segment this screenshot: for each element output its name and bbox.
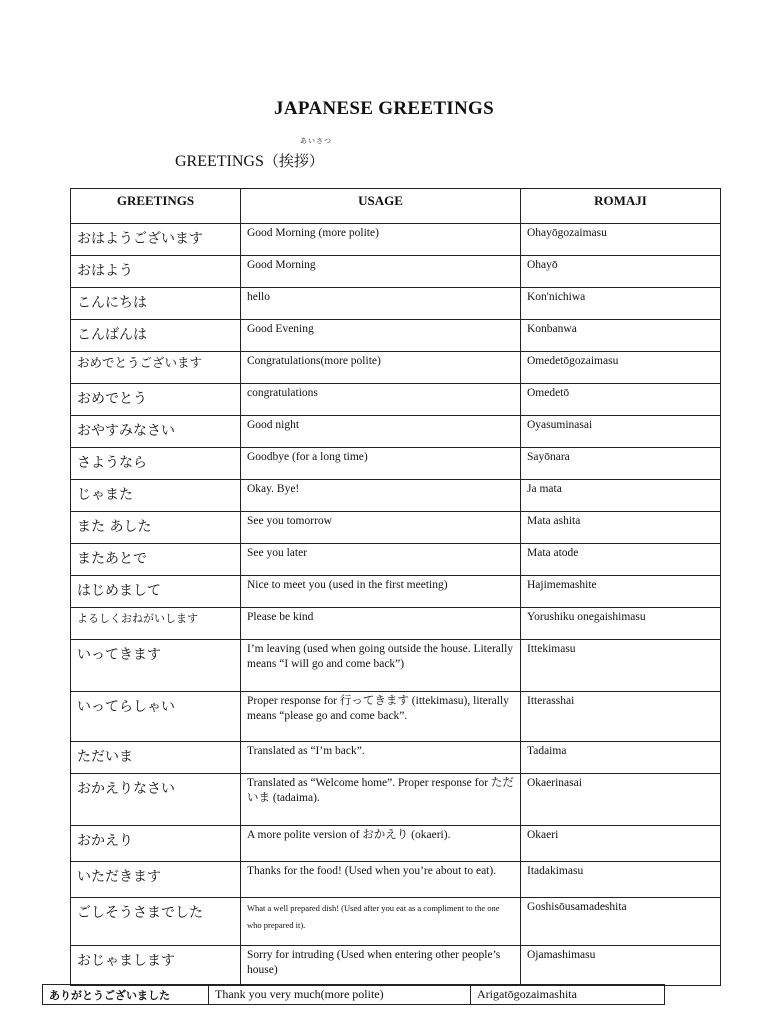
- greeting-usage: congratulations: [241, 384, 521, 416]
- subtitle-ruby: あいさつ: [300, 137, 332, 145]
- greeting-usage: See you tomorrow: [241, 512, 521, 544]
- table-row: [71, 288, 721, 320]
- greeting-jp: またあとで: [71, 544, 241, 576]
- greeting-romaji: Ojamashimasu: [521, 946, 721, 986]
- greeting-jp: こんにちは: [71, 288, 241, 320]
- greeting-usage: Nice to meet you (used in the first meeting): [241, 576, 521, 608]
- greeting-romaji: Itterasshai: [521, 692, 721, 742]
- greeting-jp: さようなら: [71, 448, 241, 480]
- header-usage: USAGE: [241, 189, 521, 224]
- table-row: [71, 608, 721, 640]
- greeting-romaji: Oyasuminasai: [521, 416, 721, 448]
- greeting-usage: Sorry for intruding (Used when entering other people’s house): [241, 946, 521, 986]
- greeting-jp: いってきます: [71, 640, 241, 692]
- greeting-romaji: Mata ashita: [521, 512, 721, 544]
- greeting-usage: Please be kind: [241, 608, 521, 640]
- header-romaji: ROMAJI: [521, 189, 721, 224]
- table-row: [71, 480, 721, 512]
- document-title: JAPANESE GREETINGS: [274, 98, 494, 119]
- table-row: [71, 742, 721, 774]
- greeting-jp: おめでとうございます: [71, 352, 241, 384]
- greeting-usage: See you later: [241, 544, 521, 576]
- greeting-romaji: Omedetōgozaimasu: [521, 352, 721, 384]
- greeting-jp: おはようございます: [71, 224, 241, 256]
- greeting-usage: Good Evening: [241, 320, 521, 352]
- table-row: [71, 898, 721, 946]
- greeting-romaji: Sayōnara: [521, 448, 721, 480]
- header-greetings: GREETINGS: [71, 189, 241, 224]
- greeting-jp: また あした: [71, 512, 241, 544]
- table-row: [71, 774, 721, 826]
- greeting-romaji: Mata atode: [521, 544, 721, 576]
- greeting-usage: A more polite version of おかえり (okaeri).: [241, 826, 521, 862]
- greeting-romaji: Ittekimasu: [521, 640, 721, 692]
- greeting-romaji: Tadaima: [521, 742, 721, 774]
- greeting-usage: Good Morning (more polite): [241, 224, 521, 256]
- subtitle-kanji: （挨拶）: [263, 152, 324, 170]
- greeting-usage: Proper response for 行ってきます (ittekimasu), literally means “please go and come back”.: [241, 692, 521, 742]
- greeting-usage: Good night: [241, 416, 521, 448]
- greeting-jp: こんばんは: [71, 320, 241, 352]
- greeting-jp: おやすみなさい: [71, 416, 241, 448]
- greeting-romaji: Ja mata: [521, 480, 721, 512]
- greeting-romaji: Omedetō: [521, 384, 721, 416]
- table-row: [71, 384, 721, 416]
- greeting-jp: いただきます: [71, 862, 241, 898]
- greeting-romaji: Okaeri: [521, 826, 721, 862]
- greeting-romaji: Itadakimasu: [521, 862, 721, 898]
- greeting-romaji: Kon'nichiwa: [521, 288, 721, 320]
- section-subtitle: [175, 150, 324, 171]
- greeting-jp: よるしくおねがいします: [71, 608, 241, 640]
- greeting-usage: Thanks for the food! (Used when you’re about to eat).: [241, 862, 521, 898]
- greeting-romaji: Okaerinasai: [521, 774, 721, 826]
- table-row: [71, 224, 721, 256]
- table-row: [71, 826, 721, 862]
- table-row: [71, 416, 721, 448]
- greeting-usage: hello: [241, 288, 521, 320]
- footer-row: [43, 985, 665, 1005]
- greeting-romaji: Konbanwa: [521, 320, 721, 352]
- footer-romaji: Arigatōgozaimashita: [471, 985, 665, 1005]
- table-header-row: [71, 189, 721, 224]
- greeting-jp: ごしそうさまでした: [71, 898, 241, 946]
- greeting-jp: はじめまして: [71, 576, 241, 608]
- greeting-usage: Translated as “Welcome home”. Proper response for ただいま (tadaima).: [241, 774, 521, 826]
- footer-jp: ありがとうございました: [43, 985, 209, 1005]
- greeting-usage: Okay. Bye!: [241, 480, 521, 512]
- table-row: [71, 320, 721, 352]
- greeting-jp: ただいま: [71, 742, 241, 774]
- table-row: [71, 640, 721, 692]
- table-row: [71, 862, 721, 898]
- table-row: [71, 576, 721, 608]
- greeting-usage: What a well prepared dish! (Used after you eat as a compliment to the one who prepared it).: [241, 898, 521, 946]
- greeting-romaji: Hajimemashite: [521, 576, 721, 608]
- subtitle-text: GREETINGS: [175, 153, 264, 170]
- greeting-romaji: Yorushiku onegaishimasu: [521, 608, 721, 640]
- greeting-jp: おはよう: [71, 256, 241, 288]
- greetings-table: [70, 188, 721, 986]
- footer-usage: Thank you very much(more polite): [209, 985, 471, 1005]
- greeting-usage: I’m leaving (used when going outside the house. Literally means “I will go and come back”): [241, 640, 521, 692]
- table-row: [71, 352, 721, 384]
- greeting-usage: Goodbye (for a long time): [241, 448, 521, 480]
- greeting-jp: おめでとう: [71, 384, 241, 416]
- greeting-jp: じゃまた: [71, 480, 241, 512]
- greeting-romaji: Goshisōusamadeshita: [521, 898, 721, 946]
- table-row: [71, 544, 721, 576]
- greeting-jp: おじゃまします: [71, 946, 241, 986]
- greeting-jp: おかえり: [71, 826, 241, 862]
- table-row: [71, 256, 721, 288]
- greeting-usage: Good Morning: [241, 256, 521, 288]
- greeting-romaji: Ohayōgozaimasu: [521, 224, 721, 256]
- table-row: [71, 512, 721, 544]
- table-row: [71, 448, 721, 480]
- footer-table: [42, 984, 665, 1005]
- table-row: [71, 946, 721, 986]
- greeting-jp: いってらしゃい: [71, 692, 241, 742]
- greeting-usage: Congratulations(more polite): [241, 352, 521, 384]
- greeting-jp: おかえりなさい: [71, 774, 241, 826]
- greeting-usage: Translated as “I’m back”.: [241, 742, 521, 774]
- table-row: [71, 692, 721, 742]
- greeting-romaji: Ohayō: [521, 256, 721, 288]
